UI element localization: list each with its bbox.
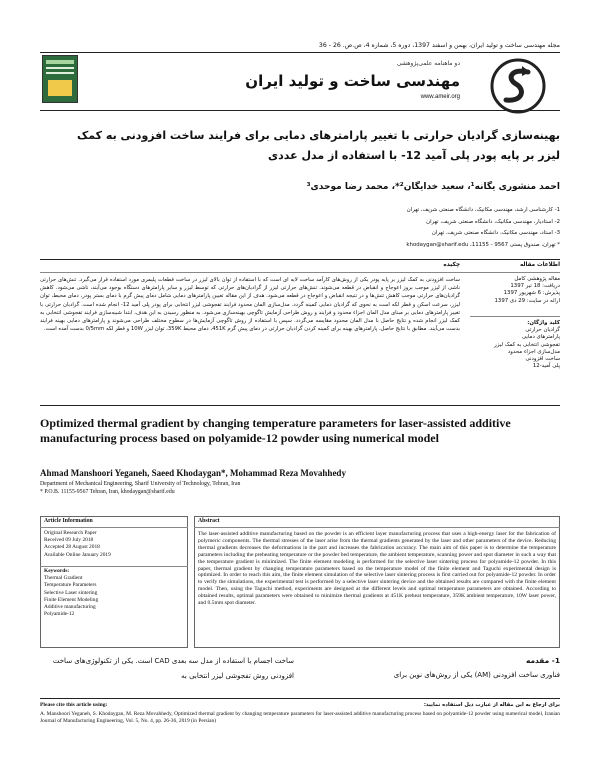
fa-keyword: مدل‌سازی اجزاء محدود	[507, 348, 560, 355]
en-info-type: Original Research Paper	[44, 530, 97, 536]
en-info-accepted: Accepted 28 August 2018	[44, 544, 100, 551]
intro-heading: 1- مقدمه	[525, 656, 560, 665]
fa-section-end-rule	[40, 405, 560, 406]
fa-info-top-rule	[40, 259, 560, 260]
cite-heading: Please cite this article using:	[40, 702, 108, 708]
fa-cite-heading: برای ارجاع به این مقاله از عبارت ذیل استفاده نمایید:	[423, 702, 560, 708]
fa-info-type: مقاله پژوهشی کامل	[514, 276, 560, 282]
fa-article-info	[470, 276, 560, 305]
fa-abstract-text: ساخت افزودنی به کمک لیزر بر پایه پودر یکی از روش‌های کارآمد ساخت لایه ای است که با استفاده از توان بالای لیزر در ساخت قطعات پلیمری مورد استفاده قرار می‌گیرد. تنش‌های حرارتی ناشی از لیزر موجب بروز اعوجاج و انقباض در قطعه می‌شوند. تنش‌های حرارتی لیزر از گرادیان‌های حرارتی که توسط لیزر و سایر پارامترهای دستگاه بوجود می‌آیند، ناشی می‌شود. کاهش گرادیان‌های حرارتی موجب کاهش تنش‌ها و در نتیجه انقباض و اعوجاج در قطعه می‌شود. هدف از این مقاله تعیین پارامترهای دمایی شامل دمای پیش گرم با دمای بستر پودر، دمای محیط، توان لیزر، سرعت اسکن و قطر لکه است به نحوی که گرادیان دمایی کمینه گردد. مدل‌سازی المان محدود فرایند تفجوشی لیزر انتخابی برای پودر پلی آمید 12- انجام شده است. گرادیان حرارتی با تغییر پارامترهای دمایی بر مبنای مدل المان اجزاء محدود و فرایند و روش طراحی آزمایش تاگوچی بهینه‌سازی می‌شود. به منظور رسیدن به این هدف، ابتدا شبیه‌سازی فرایند تفجوشی انتخابی به کمک لیزر انجام شده و نتایج حاصل با مدل المان محدود مقایسه می‌گردد. سپس با استفاده از روش تاگوچی آزمایش‌ها در سطوح مختلف طراحی می‌شوند و پارامترهای دمایی بهینه فرایند بدست می‌آیند. مطابق با نتایج حاصل، پارامترهای بهینه برای کمینه کردن گرادیان حرارتی در دمای پیش گرم 451K، دمای محیط 359K، توان لیزر 10W و قطر لکه 0/5mm بدست آمده است.	[40, 277, 460, 333]
fa-keywords	[470, 320, 560, 370]
fa-keywords-heading: کلید واژگان:	[527, 320, 560, 326]
fa-keywords-rule	[470, 316, 560, 317]
en-keyword: Selective Laser sintering	[44, 589, 98, 596]
running-head: مجله مهندسی ساخت و تولید ایران، بهمن و اسفند 1397، دوره 5، شماره 4، ص.ص. 26 - 36	[318, 42, 560, 49]
fa-keyword: گرادیان حرارتی	[525, 327, 560, 334]
journal-cover-thumbnail	[42, 55, 78, 103]
cite-text: A. Manshoori Yeganeh, S. Khodaygan, M. Reza Movahhedy, Optimized thermal gradient by changing temperature parameters for laser-assisted additive manufacturing process based on polyamide-12 powder using numerical model, Iranian Journal of Manufacturing Engineering, Vol. 5, No. 4, pp. 26-36, 2019 (in Persian)	[40, 711, 560, 724]
fa-keyword: پلی آمید-12	[532, 363, 560, 370]
en-keyword: Finite Element Modeling	[44, 596, 99, 603]
fa-keyword: تفجوشی انتخابی به کمک لیزر	[494, 341, 560, 348]
en-keyword: Thermal Gradient	[44, 575, 83, 582]
fa-abstract-heading: چکیده	[443, 262, 460, 268]
fa-info-accepted: پذیرش: 6 شهریور 1397	[503, 290, 560, 297]
fa-affiliations	[200, 205, 560, 251]
header-rule	[40, 52, 560, 53]
en-keyword: Additive manufacturing	[44, 604, 96, 611]
journal-kicker: دو ماهنامه علمی‌پژوهشی	[396, 60, 460, 67]
fa-authors: احمد منشوری یگانه¹، سعید خدایگان²*، محمد رضا موحدی³	[306, 182, 560, 192]
fa-info-received: دریافت: 18 تیر 1397	[510, 283, 560, 290]
en-keywords-heading: Keywords:	[44, 568, 70, 574]
en-affiliation: Department of Mechanical Engineering, Sharif University of Technology, Tehran, Iran	[40, 481, 241, 487]
en-keywords-rule	[40, 566, 188, 567]
en-article-info	[44, 530, 184, 559]
fa-keyword: ساخت افزودنی	[525, 356, 560, 363]
journal-logo-icon	[482, 56, 554, 116]
fa-info-online: ارائه در سایت: 29 دی 1397	[494, 297, 560, 304]
fa-affiliation-1: 1- کارشناسی ارشد، مهندسی مکانیک، دانشگاه صنعتی شریف، تهران	[406, 207, 560, 213]
en-keyword: Polyamide-12	[44, 611, 75, 618]
en-info-received: Received 09 July 2018	[44, 537, 94, 544]
en-corresponding: * P.O.B. 11155-9567 Tehran, Iran, khodaygan@sharif.edu	[40, 489, 175, 495]
en-abstract-heading-rule	[194, 527, 560, 528]
journal-title: مهندسی ساخت و تولید ایران	[245, 72, 460, 90]
en-keywords	[44, 568, 184, 618]
fa-affiliation-3: 3- استاد، مهندسی مکانیک، دانشگاه صنعتی شریف، تهران	[431, 230, 560, 236]
en-keyword: Temperature Parameters	[44, 582, 97, 589]
intro-right-column: فناوری ساخت افزودنی (AM) یکی از روش‌های نوین برای	[393, 671, 560, 679]
en-info-online: Available Online January 2019	[44, 551, 111, 558]
fa-info-heading: اطلاعات مقاله	[519, 262, 560, 268]
fa-corresponding: * تهران، صندوق پستی 9567 - 11155، khodaygan@sharif.edu	[406, 241, 560, 248]
fa-keyword: پارامترهای دمایی	[521, 334, 560, 341]
fa-affiliation-2: 2- استادیار، مهندسی مکانیک، دانشگاه صنعتی شریف، تهران	[426, 218, 560, 225]
en-abstract-heading: Abstract	[198, 518, 220, 524]
en-title: Optimized thermal gradient by changing temperature parameters for laser-assisted additive manufacturing process based on polyamide-12 powder using numerical model	[40, 416, 511, 445]
masthead-rule	[40, 110, 560, 111]
journal-url[interactable]: www.ameir.org	[420, 94, 460, 100]
en-info-heading-rule	[40, 527, 188, 528]
footer-rule	[40, 698, 560, 699]
en-info-heading: Article Information	[44, 518, 93, 524]
en-abstract-text: The laser-assisted additive manufacturing based on the powder is an efficient layer manufacturing process that uses a high-energy laser for the fabrication of polymeric components. The thermal stresses of the laser arise from the thermal gradients generated by the laser and other parameters of the device. Reducing thermal gradients decreases the deformations in the part and increases the fabrication accuracy. The main aim of this paper is to determine the temperature parameters including the preheating temperature or the powder bed temperature, the ambient temperature, scanning power and spot diameter in such a way that the temperature gradient is minimized. The finite element modeling is performed for the selective laser sintering process for polyamide-12 powder. In this paper, thermal gradient by changing temperature parameters based on the temperature model of the finite element and Taguchi experimental design is optimized. In order to reach this aim, the finite element simulation of the selective laser sintering process is first carried out for polyamide-12 powder. In order to verify the simulations, the experimental test is performed by a selective laser sintering device and the obtained results are compared with the finite element model. Then, using the Taguchi method, experiments are designed at the different levels and optimal temperature parameters are obtained. According to obtained results, optimal parameters were obtained to minimize thermal gradients at 451K preheat temperature, 359K ambient temperature, 10W laser power, and 0.5mm spot diameter.	[198, 531, 556, 607]
intro-left-column: ساخت اجسام با استفاده از مدل سه بعدی CAD است. یکی از تکنولوژی‌های ساخت افزودنی روش تفجوشی لیزر انتخابی به	[52, 657, 294, 680]
en-authors: Ahmad Manshoori Yeganeh, Saeed Khodaygan*, Mohammad Reza Movahhedy	[40, 468, 346, 478]
fa-title: بهینه‌سازی گرادیان حرارتی با تغییر پارامترهای دمایی برای فرایند ساخت افزودنی به کمک لیزر بر پایه پودر پلی آمید 12- با استفاده از مدل عددی	[77, 129, 560, 162]
fa-info-sub-rule	[40, 272, 560, 273]
